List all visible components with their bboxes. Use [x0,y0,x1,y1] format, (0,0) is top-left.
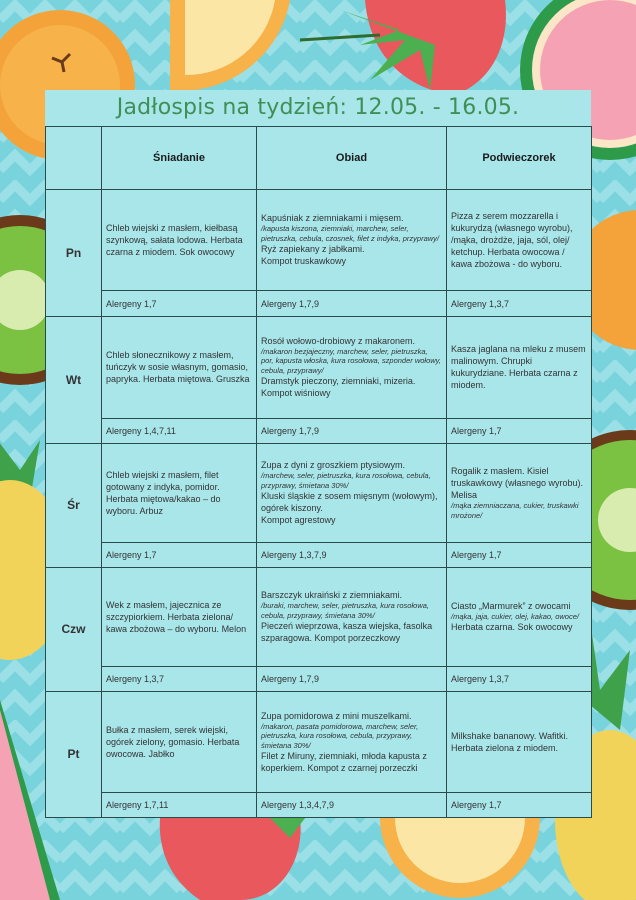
menu-rows [46,189,592,817]
table-row [46,443,592,542]
meal-text: Zupa z dyni z groszkiem ptysiowym. [261,460,406,471]
meal-text: Pizza z serem mozzarella i kukurydzą (własnego wyrobu), [451,210,573,233]
meal-text: ketchup. Herbata owocowa / kawa zbożowa - do wyboru. [451,246,565,269]
allergen-cell: Alergeny 1,4,7,11 [102,418,257,443]
meal-text: Rosół wołowo-drobiowy z makaronem. [261,335,416,346]
allergen-row [46,291,592,316]
table-row [46,567,592,666]
menu-sheet [45,90,591,818]
meal-text: Ciasto „Marmurek” z owocami [451,600,571,611]
meal-text: Bułka z masłem, serek wiejski, ogórek zielony, gomasio. Herbata owocowa. Jabłko [106,724,240,759]
meal-text: Kasza jaglana na mleku z musem malinowym. Chrupki kukurydziane. Herbata czarna z miodem. [451,344,586,391]
meal-text: Kompot truskawkowy [261,256,347,267]
ingredients-note: /makaron bezjajeczny, marchew, seler, pietruszka, por, kapusta włoska, kura rosołowa, szponder wołowy, cebula, przyprawy/ [261,346,441,375]
table-row [46,691,592,792]
meal-cell-sniadanie [102,567,257,666]
day-label: Śr [46,443,102,567]
table-row [46,316,592,418]
allergen-cell: Alergeny 1,3,7 [102,666,257,691]
ingredients-note: /marchew, seler, pietruszka, kura rosołowa, cebula, przyprawy, śmietana 30%/ [261,471,431,490]
meal-text: Barszczyk ukraiński z ziemniakami. [261,590,403,601]
meal-text: Herbata czarna. Sok owocowy [451,622,573,633]
meal-cell-sniadanie [102,443,257,542]
allergen-row [46,792,592,817]
ingredients-note: /mąka ziemniaczana, cukier, truskawki mrożone/ [451,501,579,520]
meal-text: Rogalik z masłem. Kisiel truskawkowy (własnego wyrobu). Melisa [451,466,584,501]
allergen-cell: Alergeny 1,7,9 [257,666,447,691]
meal-cell-podwieczorek [447,443,592,542]
meal-text: Zupa pomidorowa z mini muszelkami. [261,710,412,721]
meal-cell-obiad [257,567,447,666]
meal-cell-sniadanie [102,189,257,291]
allergen-row [46,666,592,691]
meal-cell-obiad [257,691,447,792]
allergen-cell: Alergeny 1,7 [447,542,592,567]
meal-text: Pieczeń wieprzowa, kasza wiejska, fasolka szparagowa. Kompot porzeczkowy [261,621,433,644]
ingredients-note: /mąka, jaja, cukier, olej, kakao, owoce/ [451,611,579,621]
header-cell-obiad: Obiad [257,127,447,190]
day-label: Pn [46,189,102,316]
allergen-cell: Alergeny 1,3,4,7,9 [257,792,447,817]
meal-cell-sniadanie [102,316,257,418]
allergen-cell: Alergeny 1,7,11 [102,792,257,817]
menu-table [45,126,592,818]
meal-text: Kompot wiśniowy [261,388,331,399]
allergen-cell: Alergeny 1,7 [102,542,257,567]
allergen-cell: Alergeny 1,7 [447,792,592,817]
meal-cell-obiad [257,316,447,418]
header-cell-day [46,127,102,190]
allergen-cell: Alergeny 1,7 [102,291,257,316]
meal-cell-podwieczorek [447,316,592,418]
meal-cell-obiad [257,189,447,291]
meal-text: Kluski śląskie z sosem mięsnym (wołowym), ogórek kiszony. [261,491,438,514]
meal-text: Chleb wiejski z masłem, filet gotowany z indyka, pomidor. Herbata miętowa/kakao – do wyboru. Arbuz [106,469,221,516]
ingredients-note: /buraki, marchew, seler, pietruszka, kura rosołowa, cebula, przyprawy, śmietana 30%/ [261,601,429,620]
meal-text: Chleb wiejski z masłem, kiełbasą szynkową, sałata lodowa. Herbata czarna z miodem. Sok owocowy [106,222,243,257]
meal-text: Wek z masłem, jajecznica ze szczypiorkiem. Herbata zielona/ kawa zbożowa – do wyboru. Melon [106,599,247,634]
allergen-cell: Alergeny 1,3,7,9 [257,542,447,567]
ingredients-note: /kapusta kiszona, ziemniaki, marchew, seler, pietruszka, cebula, czosnek, filet z indyka, przyprawy/ [261,224,439,243]
header-row [46,127,592,190]
page-title: Jadłospis na tydzień: 12.05. - 16.05. [116,95,520,120]
day-label: Wt [46,316,102,443]
meal-text: Chleb słonecznikowy z masłem, tuńczyk w sosie własnym, gomasio, papryka. Herbata miętowa. Gruszka [106,350,250,385]
allergen-cell: Alergeny 1,7,9 [257,291,447,316]
allergen-cell: Alergeny 1,7,9 [257,418,447,443]
meal-text: Ryż zapiekany z jabłkami. [261,244,365,255]
meal-cell-podwieczorek [447,189,592,291]
day-label: Pt [46,691,102,817]
meal-cell-sniadanie [102,691,257,792]
header-cell-podwieczorek: Podwieczorek [447,127,592,190]
allergen-cell: Alergeny 1,7 [447,418,592,443]
meal-text: Filet z Miruny, ziemniaki, młoda kapusta z koperkiem. Kompot z czarnej porzeczki [261,751,427,774]
meal-text: Kapuśniak z ziemniakami i mięsem. [261,213,404,224]
allergen-row [46,418,592,443]
meal-text: Milkshake bananowy. Wafitki. Herbata zielona z miodem. [451,730,569,753]
meal-cell-podwieczorek [447,567,592,666]
meal-cell-obiad [257,443,447,542]
meal-cell-podwieczorek [447,691,592,792]
header-cell-sniadanie: Śniadanie [102,127,257,190]
table-row [46,189,592,291]
day-label: Czw [46,567,102,691]
meal-text: Kompot agrestowy [261,515,336,526]
allergen-cell: Alergeny 1,3,7 [447,666,592,691]
allergen-row [46,542,592,567]
meal-text: Dramstyk pieczony, ziemniaki, mizeria. [261,376,416,387]
ingredients-note: /makaron, pasata pomidorowa, marchew, seler, pietruszka, kura rosołowa, cebula, przyprawy, śmietana 30%/ [261,721,419,750]
meal-text: /mąka, drożdże, jaja, sól, olej/ [451,234,570,245]
allergen-cell: Alergeny 1,3,7 [447,291,592,316]
